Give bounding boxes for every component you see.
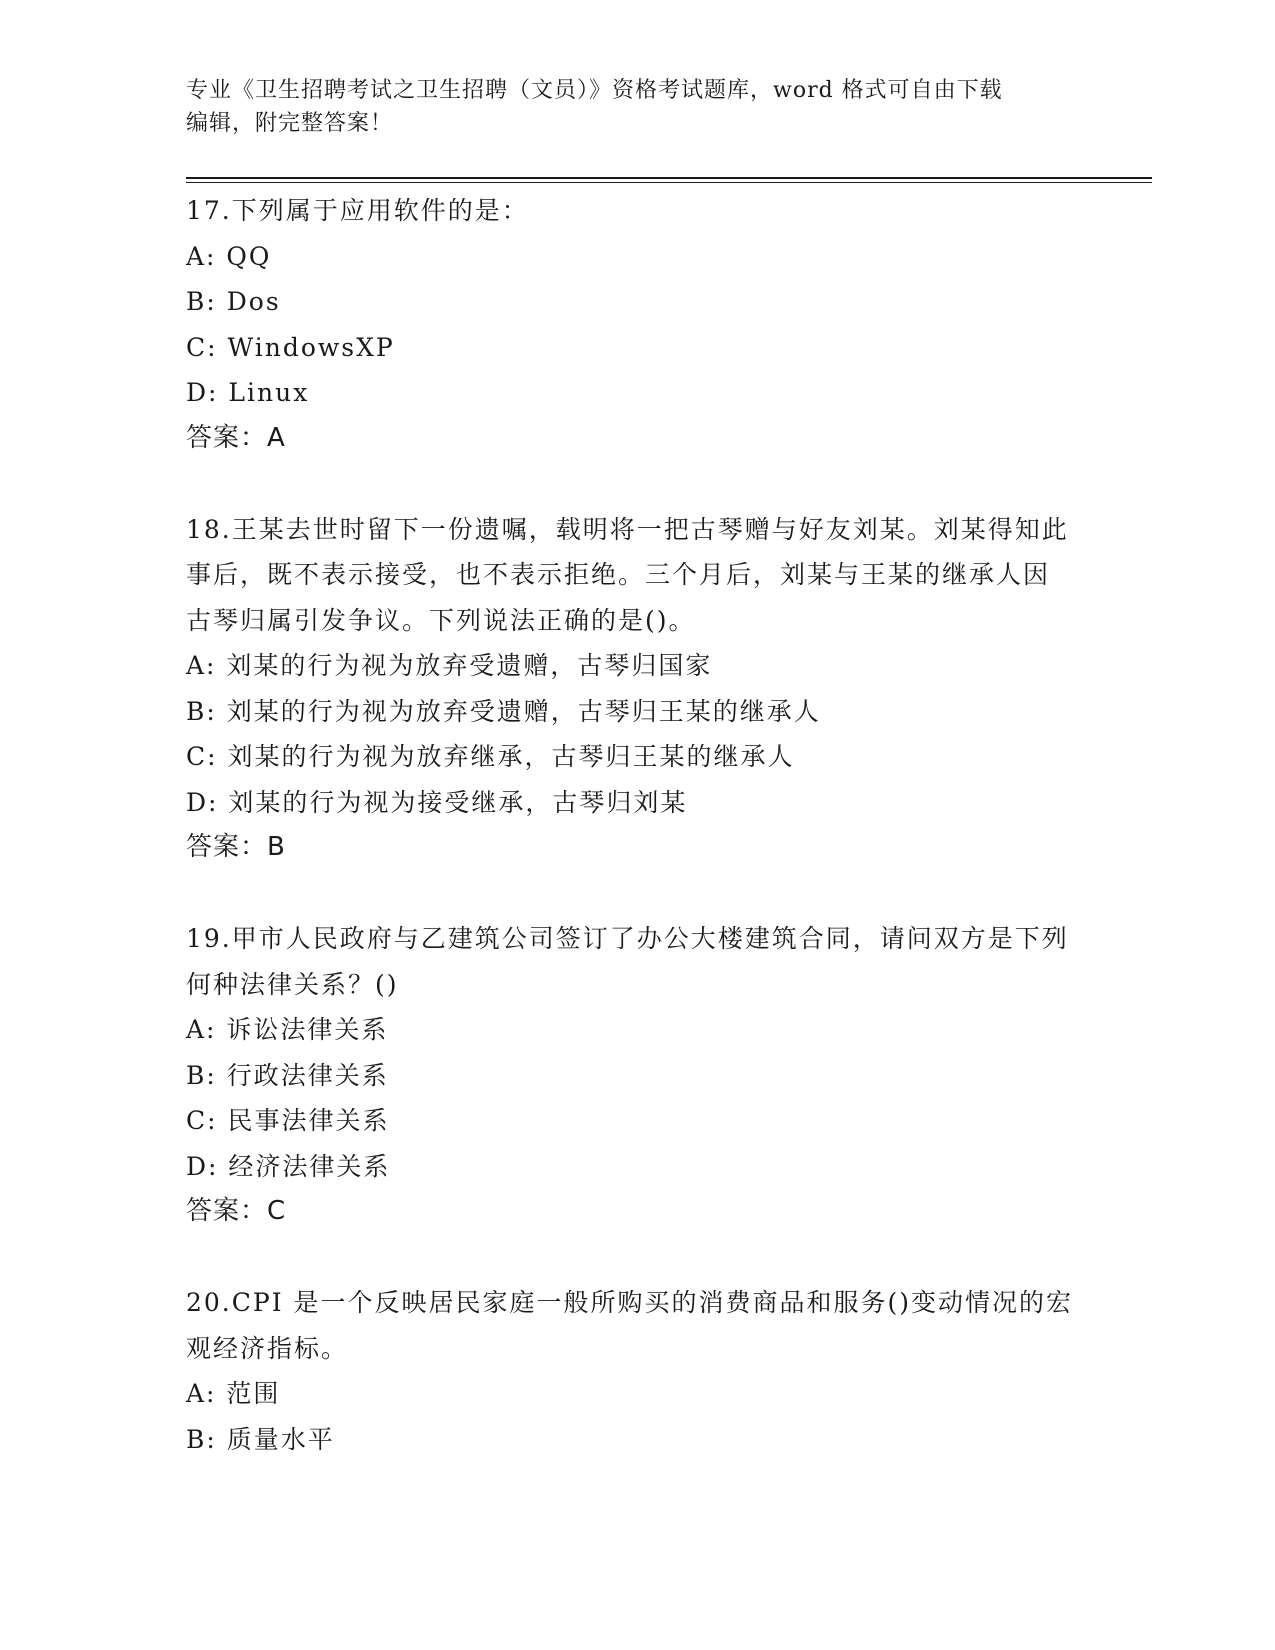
option-a: A: QQ — [186, 241, 272, 271]
header-rule-thin — [186, 182, 1152, 183]
answer-label: 答案：B — [186, 832, 286, 862]
question-stem: 20.CPI 是一个反映居民家庭一般所购买的消费商品和服务()变动情况的宏观经济指标。 — [186, 1288, 1074, 1363]
question-list — [186, 188, 1086, 1462]
question-spacer — [186, 1235, 1086, 1281]
option-d: D: Linux — [186, 378, 310, 407]
option-b: B: Dos — [186, 287, 281, 316]
answer-label: 答案：A — [186, 422, 286, 453]
question-stem: 18.王某去世时留下一份遗嘱，载明将一把古琴赠与好友刘某。刘某得知此事后，既不表示接受，也不表示拒绝。三个月后，刘某与王某的继承人因古琴归属引发争议。下列说法正确的是()。 — [186, 514, 1069, 635]
question-19 — [186, 916, 1086, 1235]
option-d: D: 经济法律关系 — [186, 1151, 391, 1181]
option-b: B: 质量水平 — [186, 1424, 335, 1454]
option-a: A: 范围 — [186, 1379, 281, 1408]
option-b: B: 行政法律关系 — [186, 1060, 389, 1090]
question-20 — [186, 1280, 1086, 1462]
document-header — [186, 74, 1066, 140]
question-18 — [186, 507, 1086, 871]
header-line-2: 编辑，附完整答案！ — [186, 111, 394, 136]
question-spacer — [186, 461, 1086, 507]
option-b: B: 刘某的行为视为放弃受遗赠，古琴归王某的继承人 — [186, 696, 821, 726]
option-c: C: WindowsXP — [186, 332, 395, 362]
option-a: A: 诉讼法律关系 — [186, 1015, 389, 1044]
header-line-1: 专业《卫生招聘考试之卫生招聘（文员）》资格考试题库，word 格式可自由下载 — [186, 78, 1003, 103]
answer-label: 答案：C — [186, 1196, 287, 1226]
option-c: C: 民事法律关系 — [186, 1106, 390, 1135]
question-stem: 19.甲市人民政府与乙建筑公司签订了办公大楼建筑合同，请问双方是下列何种法律关系？() — [186, 924, 1069, 999]
option-c: C: 刘某的行为视为放弃继承，古琴归王某的继承人 — [186, 742, 795, 771]
question-17 — [186, 188, 1086, 461]
option-a: A: 刘某的行为视为放弃受遗赠，古琴归国家 — [186, 651, 713, 680]
header-rule-thick — [186, 177, 1152, 179]
question-spacer — [186, 871, 1086, 917]
option-d: D: 刘某的行为视为接受继承，古琴归刘某 — [186, 787, 688, 817]
question-stem: 17.下列属于应用软件的是： — [186, 196, 529, 225]
